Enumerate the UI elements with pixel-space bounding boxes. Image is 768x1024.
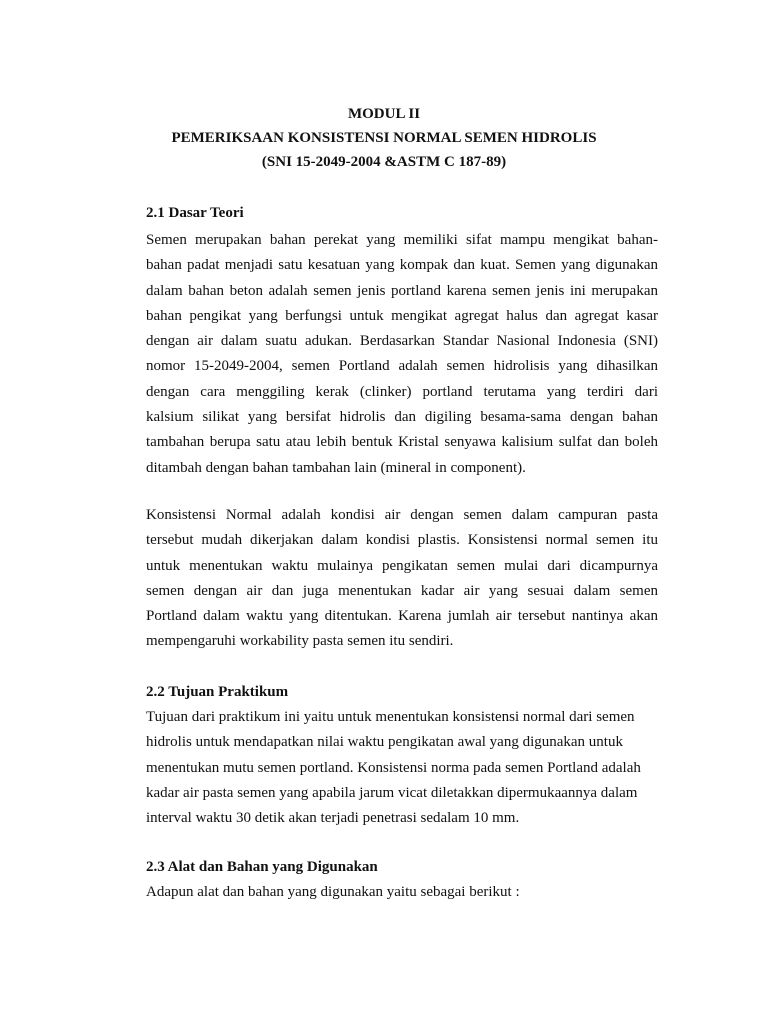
section-heading-tujuan-praktikum: 2.2 Tujuan Praktikum xyxy=(146,684,289,700)
document-title-block xyxy=(0,102,768,174)
text-line: Semen merupakan bahan perekat yang memiliki sifat mampu mengikat bahan- xyxy=(146,232,658,248)
text-line: nomor 15-2049-2004, semen Portland adalah semen hidrolisis yang dihasilkan xyxy=(146,358,658,375)
text-line: bahan pengikat yang berfungsi untuk mengikat agregat halus dan agregat kasar xyxy=(146,307,658,324)
paragraph-dasar-teori-2 xyxy=(146,503,658,655)
text-line: semen dengan air dan juga menentukan kadar air yang sesuai dalam semen xyxy=(146,582,658,599)
module-standard-reference: (SNI 15-2049-2004 &ASTM C 187-89) xyxy=(261,154,507,170)
text-line: dengan air dalam suatu adukan. Berdasarkan Standar Nasional Indonesia (SNI) xyxy=(146,333,658,350)
text-line: hidrolis untuk mendapatkan nilai waktu pengikatan awal yang digunakan untuk xyxy=(146,734,623,751)
text-line: menentukan mutu semen portland. Konsistensi norma pada semen Portland adalah xyxy=(146,759,641,776)
text-line: dalam bahan beton adalah semen jenis portland karena semen jenis ini merupakan xyxy=(146,282,658,299)
text-line: Adapun alat dan bahan yang digunakan yaitu sebagai berikut : xyxy=(146,884,520,900)
text-line: kadar air pasta semen yang apabila jarum vicat diletakkan dipermukaannya dalam xyxy=(146,784,638,801)
paragraph-dasar-teori-1 xyxy=(146,228,658,481)
text-line: Tujuan dari praktikum ini yaitu untuk menentukan konsistensi normal dari semen xyxy=(146,709,635,725)
module-subtitle: PEMERIKSAAN KONSISTENSI NORMAL SEMEN HIDROLIS xyxy=(171,130,597,146)
text-line: tambahan berupa satu atau lebih bentuk Kristal senyawa kalisium sulfat dan boleh xyxy=(146,434,658,451)
section-heading-dasar-teori: 2.1 Dasar Teori xyxy=(146,205,244,221)
module-title: MODUL II xyxy=(347,106,421,122)
text-line: Portland dalam waktu yang ditentukan. Karena jumlah air tersebut nantinya akan xyxy=(146,608,658,625)
text-line: tersebut mudah dikerjakan dalam kondisi plastis. Konsistensi normal semen itu xyxy=(146,532,658,549)
paragraph-tujuan-praktikum xyxy=(146,705,658,831)
text-line: ditambah dengan bahan tambahan lain (mineral in component). xyxy=(146,459,526,476)
paragraph-alat-dan-bahan xyxy=(146,880,658,905)
text-line: Konsistensi Normal adalah kondisi air dengan semen dalam campuran pasta xyxy=(146,507,658,523)
section-heading-alat-dan-bahan: 2.3 Alat dan Bahan yang Digunakan xyxy=(146,859,378,875)
text-line: kalsium silikat yang bersifat hidrolis dan digiling besama-sama dengan bahan xyxy=(146,409,658,426)
text-line: interval waktu 30 detik akan terjadi penetrasi sedalam 10 mm. xyxy=(146,810,520,827)
text-line: dengan cara menggiling kerak (clinker) portland terutama yang terdiri dari xyxy=(146,383,658,400)
text-line: mempengaruhi workability pasta semen itu sendiri. xyxy=(146,633,454,650)
text-line: untuk menentukan waktu mulainya pengikatan semen mulai dari dicampurnya xyxy=(146,557,658,574)
text-line: bahan padat menjadi satu kesatuan yang kompak dan kuat. Semen yang digunakan xyxy=(146,257,658,274)
